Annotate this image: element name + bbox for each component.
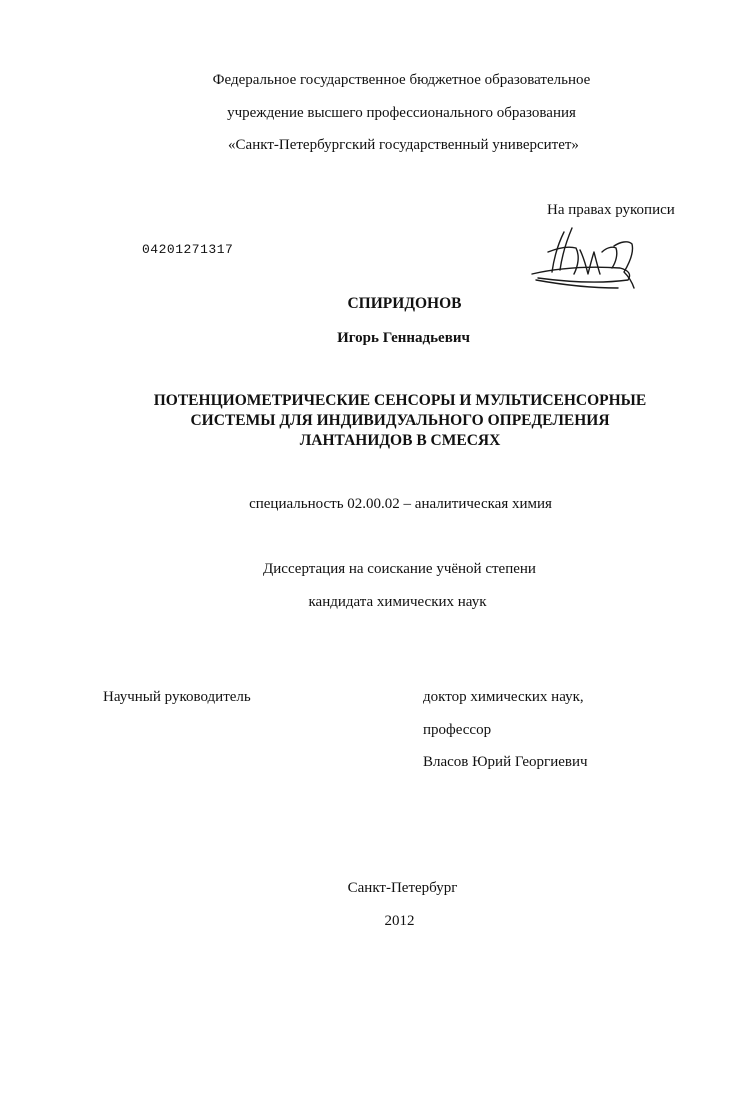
thesis-title-line-2: СИСТЕМЫ ДЛЯ ИНДИВИДУАЛЬНОГО ОПРЕДЕЛЕНИЯ bbox=[190, 412, 610, 429]
institution-line-2: учреждение высшего профессионального образования bbox=[227, 105, 576, 121]
author-signature bbox=[528, 222, 646, 294]
thesis-title-line-1: ПОТЕНЦИОМЕТРИЧЕСКИЕ СЕНСОРЫ И МУЛЬТИСЕНСОРНЫЕ bbox=[153, 392, 647, 409]
author-surname: СПИРИДОНОВ bbox=[347, 295, 462, 312]
supervisor-label: Научный руководитель bbox=[103, 689, 251, 705]
supervisor-title-line-2: профессор bbox=[423, 722, 492, 738]
registration-number: 04201271317 bbox=[142, 242, 234, 257]
supervisor-title-line-1: доктор химических наук, bbox=[423, 689, 584, 705]
institution-line-3: «Санкт-Петербургский государственный университет» bbox=[228, 137, 579, 153]
city: Санкт-Петербург bbox=[347, 880, 458, 896]
manuscript-note: На правах рукописи bbox=[547, 202, 675, 218]
thesis-title-line-3: ЛАНТАНИДОВ В СМЕСЯХ bbox=[299, 432, 501, 449]
supervisor-name: Власов Юрий Георгиевич bbox=[423, 754, 588, 770]
degree-line-1: Диссертация на соискание учёной степени bbox=[263, 561, 536, 577]
degree-line-2: кандидата химических наук bbox=[308, 594, 487, 610]
author-given-names: Игорь Геннадьевич bbox=[337, 330, 470, 346]
year: 2012 bbox=[384, 913, 415, 929]
specialty: специальность 02.00.02 – аналитическая химия bbox=[249, 496, 552, 512]
institution-line-1: Федеральное государственное бюджетное образовательное bbox=[212, 72, 591, 88]
